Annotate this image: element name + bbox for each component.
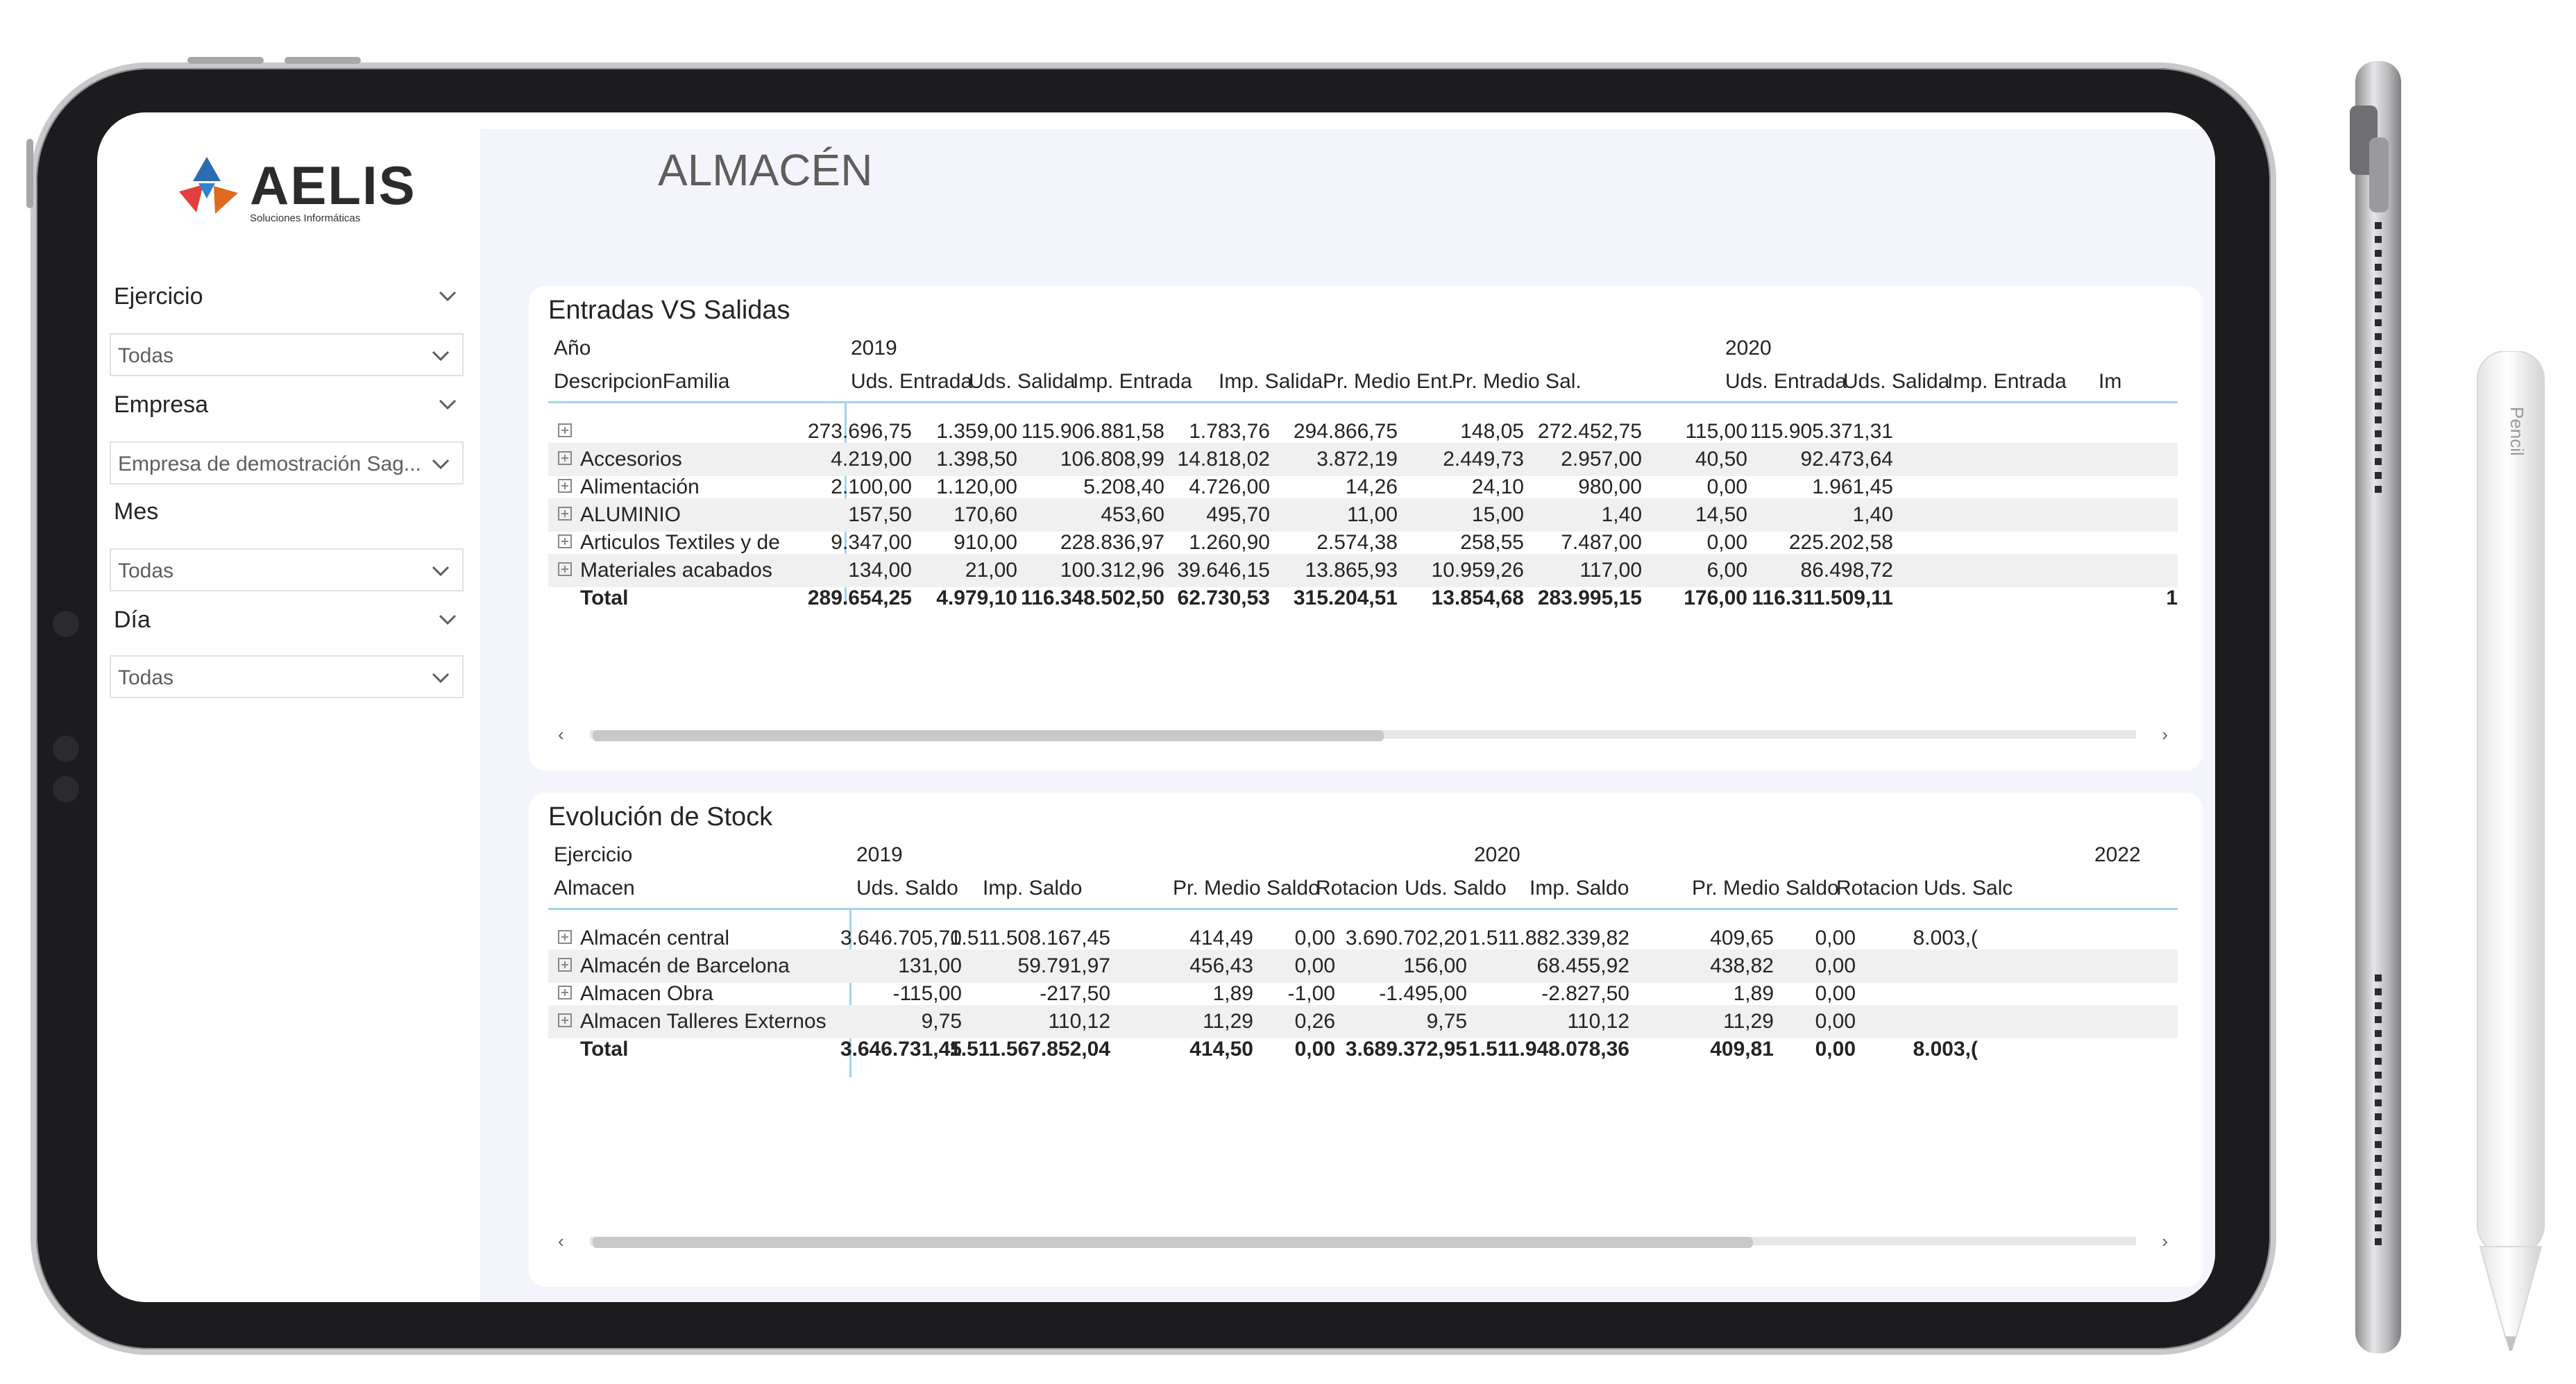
header-divider bbox=[548, 401, 2178, 403]
row-header-almacen: Almacen bbox=[554, 877, 635, 900]
year-header-2020[interactable]: 2020 bbox=[1474, 843, 1520, 866]
aelis-logo bbox=[172, 150, 416, 226]
tablet-side-profile bbox=[2355, 61, 2401, 1353]
table-cell: 106.808,99 bbox=[1060, 448, 1164, 471]
table-cell: 0,00 bbox=[1294, 954, 1335, 977]
row-label: Accesorios bbox=[580, 448, 682, 471]
year-header-2019[interactable]: 2019 bbox=[856, 843, 903, 866]
table-cell: 0,00 bbox=[1706, 531, 1747, 554]
table-cell: 3.646.731,45 bbox=[840, 1038, 962, 1061]
table-cell: 59.791,97 bbox=[1017, 954, 1110, 977]
chevron-down-icon[interactable] bbox=[436, 608, 459, 632]
table-cell: 148,05 bbox=[1460, 420, 1524, 443]
row-label: Materiales acabados bbox=[580, 559, 772, 582]
sensor-icon bbox=[53, 736, 79, 762]
table-cell: 86.498,72 bbox=[1800, 559, 1893, 582]
expand-plus-icon[interactable] bbox=[558, 930, 572, 944]
table-cell: 1.398,50 bbox=[936, 448, 1017, 471]
expand-plus-icon[interactable] bbox=[558, 507, 572, 521]
table-cell: 156,00 bbox=[1403, 954, 1467, 977]
expand-plus-icon[interactable] bbox=[558, 1013, 572, 1027]
table-cell: 409,81 bbox=[1710, 1038, 1774, 1061]
table-cell: 3.646.705,70 bbox=[840, 927, 962, 950]
table-cell: 1.260,90 bbox=[1189, 531, 1270, 554]
table-cell: 9,75 bbox=[921, 1010, 962, 1033]
entradas-salidas-matrix bbox=[548, 332, 2178, 693]
evolucion-stock-matrix bbox=[548, 838, 2178, 1199]
table-cell: 1.359,00 bbox=[936, 420, 1017, 443]
table-cell: 131,00 bbox=[898, 954, 962, 977]
table-cell: 176,00 bbox=[1684, 586, 1747, 609]
table-cell: 10.959,26 bbox=[1431, 559, 1524, 582]
table-cell: 11,29 bbox=[1723, 1010, 1774, 1033]
expand-plus-icon[interactable] bbox=[558, 479, 572, 493]
apple-pencil bbox=[2473, 351, 2548, 1352]
matrix-header-column-row bbox=[548, 872, 2178, 905]
table-cell: 14.818,02 bbox=[1177, 448, 1270, 471]
table-cell: 9,75 bbox=[1426, 1010, 1467, 1033]
slicer-empresa-dropdown[interactable] bbox=[110, 441, 464, 484]
table-cell: -1.495,00 bbox=[1379, 982, 1467, 1005]
table-cell: 11,00 bbox=[1347, 503, 1398, 526]
expand-plus-icon[interactable] bbox=[558, 451, 572, 465]
scroll-left-arrow[interactable]: ‹ bbox=[558, 1231, 564, 1251]
tablet-top-button bbox=[285, 57, 361, 64]
speaker-grille-icon bbox=[2375, 974, 2382, 1252]
table-cell: 283.995,15 bbox=[1537, 586, 1642, 609]
column-header[interactable]: Pr. Medio Saldo bbox=[1173, 877, 1320, 900]
row-header-family: DescripcionFamilia bbox=[554, 370, 730, 393]
evolucion-stock-title: Evolución de Stock bbox=[548, 802, 773, 832]
year-header-2019[interactable]: 2019 bbox=[851, 337, 897, 360]
table-cell: 273.696,75 bbox=[807, 420, 912, 443]
table-cell: 3.689.372,95 bbox=[1345, 1038, 1467, 1061]
column-header[interactable]: Uds. Entrada bbox=[1725, 370, 1847, 393]
table-cell: 1.511.508.167,45 bbox=[949, 927, 1110, 950]
table-cell: 115.906.881,58 bbox=[1021, 420, 1164, 443]
table-cell: 3.690.702,20 bbox=[1345, 927, 1467, 950]
chevron-down-icon[interactable] bbox=[436, 393, 459, 416]
table-cell: 4.219,00 bbox=[831, 448, 912, 471]
table-cell: 1.511.567.852,04 bbox=[949, 1038, 1110, 1061]
column-header[interactable]: Pr. Medio Ent. bbox=[1323, 370, 1454, 393]
table-cell: 115.905.371,31 bbox=[1749, 420, 1893, 443]
tablet-top-button bbox=[187, 57, 264, 64]
logo-subtitle: Soluciones Informáticas bbox=[250, 212, 361, 224]
table-cell: 157,50 bbox=[848, 503, 912, 526]
column-header[interactable]: Rotacion bbox=[1836, 877, 1919, 900]
column-header[interactable]: Imp. Saldo bbox=[983, 877, 1083, 900]
row-label: ALUMINIO bbox=[580, 503, 681, 526]
header-divider bbox=[548, 908, 2178, 910]
sensor-icon bbox=[53, 776, 79, 802]
table-cell: 24,10 bbox=[1471, 475, 1524, 498]
horizontal-scrollbar[interactable] bbox=[548, 726, 2178, 743]
table-cell: 910,00 bbox=[954, 531, 1017, 554]
table-cell: 110,12 bbox=[1567, 1010, 1629, 1033]
table-cell: 1.511.948.078,36 bbox=[1468, 1038, 1629, 1061]
table-cell: 1,40 bbox=[1601, 503, 1642, 526]
table-cell: 258,55 bbox=[1460, 531, 1524, 554]
table-cell: 414,49 bbox=[1189, 927, 1253, 950]
table-cell: 0,00 bbox=[1815, 927, 1856, 950]
table-cell: 315.204,51 bbox=[1293, 586, 1398, 609]
slicer-mes-value: Todas bbox=[118, 559, 174, 582]
table-cell: 170,60 bbox=[954, 503, 1017, 526]
table-cell: 495,70 bbox=[1206, 503, 1270, 526]
slicer-dia-value: Todas bbox=[118, 666, 174, 689]
expand-plus-icon[interactable] bbox=[558, 534, 572, 548]
slicer-dia-dropdown[interactable] bbox=[110, 655, 464, 698]
table-cell: 289.654,25 bbox=[807, 586, 912, 609]
table-cell: 980,00 bbox=[1578, 475, 1642, 498]
column-header[interactable]: Rotacion bbox=[1316, 877, 1398, 900]
camera-icon bbox=[53, 611, 79, 637]
table-cell: 1,89 bbox=[1212, 982, 1253, 1005]
table-cell: 9.347,00 bbox=[831, 531, 912, 554]
logo-text: AELIS bbox=[250, 155, 416, 216]
slicer-ejercicio-value: Todas bbox=[118, 344, 174, 367]
table-cell: 3.872,19 bbox=[1316, 448, 1398, 471]
aelis-logo-icon bbox=[172, 150, 242, 226]
column-header[interactable]: Imp. Entrada bbox=[1947, 370, 2067, 393]
entradas-salidas-card bbox=[529, 286, 2203, 770]
scroll-left-arrow[interactable]: ‹ bbox=[558, 724, 564, 745]
entradas-salidas-title: Entradas VS Salidas bbox=[548, 296, 790, 325]
row-label: Almacén central bbox=[580, 927, 730, 950]
expand-plus-icon[interactable] bbox=[558, 562, 572, 576]
year-header-2020[interactable]: 2020 bbox=[1725, 337, 1772, 360]
table-cell: 62.730,53 bbox=[1177, 586, 1270, 609]
chevron-down-icon bbox=[429, 344, 452, 368]
column-header[interactable]: Uds. Salc bbox=[1924, 877, 2013, 900]
row-label: Almacen Obra bbox=[580, 982, 713, 1005]
table-cell: 134,00 bbox=[848, 559, 912, 582]
chevron-down-icon bbox=[429, 666, 452, 690]
column-header[interactable]: Im bbox=[2099, 370, 2122, 393]
year-header-2022[interactable]: 2022 bbox=[2094, 843, 2141, 866]
table-cell: 40,50 bbox=[1695, 448, 1747, 471]
table-cell: 1,40 bbox=[1852, 503, 1893, 526]
table-cell: 0,26 bbox=[1294, 1010, 1335, 1033]
volume-button bbox=[2369, 137, 2389, 212]
table-cell: 2.449,73 bbox=[1443, 448, 1524, 471]
column-header[interactable]: Uds. Salida bbox=[969, 370, 1076, 393]
slicer-mes-label: Mes bbox=[114, 498, 159, 525]
matrix-header-column-row bbox=[548, 365, 2178, 398]
table-cell: -115,00 bbox=[892, 982, 962, 1005]
matrix-header-year-row bbox=[548, 332, 2178, 365]
column-header[interactable]: Pr. Medio Saldo bbox=[1692, 877, 1839, 900]
table-cell: 21,00 bbox=[965, 559, 1017, 582]
tablet-side-button bbox=[26, 139, 33, 208]
slicer-dia-label: Día bbox=[114, 607, 151, 633]
evolucion-stock-card bbox=[529, 793, 2203, 1287]
table-cell: 0,00 bbox=[1815, 982, 1856, 1005]
table-cell: 39.646,15 bbox=[1177, 559, 1270, 582]
column-header[interactable]: Pr. Medio Sal. bbox=[1452, 370, 1582, 393]
pencil-brand-text: Pencil bbox=[2507, 407, 2527, 456]
row-label: Alimentación bbox=[580, 475, 700, 498]
table-cell: 453,60 bbox=[1101, 503, 1164, 526]
slicer-mes-dropdown[interactable] bbox=[110, 548, 464, 591]
column-header[interactable]: Uds. Salida bbox=[1843, 370, 1950, 393]
row-header-ejercicio: Ejercicio bbox=[554, 843, 633, 866]
tablet-screen bbox=[97, 112, 2215, 1302]
table-cell: 0,00 bbox=[1294, 927, 1335, 950]
table-cell: 1 bbox=[2166, 586, 2178, 609]
table-cell: 0,00 bbox=[1815, 1038, 1856, 1061]
table-cell: -1,00 bbox=[1287, 982, 1335, 1005]
expand-plus-icon[interactable] bbox=[558, 423, 572, 437]
speaker-grille-icon bbox=[2375, 222, 2382, 500]
scroll-right-arrow[interactable]: › bbox=[2162, 1231, 2168, 1251]
horizontal-scrollbar[interactable] bbox=[548, 1233, 2178, 1249]
table-cell: 1.783,76 bbox=[1189, 420, 1270, 443]
table-cell: 4.979,10 bbox=[936, 586, 1017, 609]
report-canvas bbox=[480, 129, 2215, 1302]
table-cell: 1.961,45 bbox=[1812, 475, 1893, 498]
slicer-empresa-label: Empresa bbox=[114, 391, 209, 418]
column-header[interactable]: Uds. Entrada bbox=[851, 370, 973, 393]
table-cell: 2.574,38 bbox=[1316, 531, 1398, 554]
chevron-down-icon bbox=[429, 559, 452, 583]
table-cell: 0,00 bbox=[1706, 475, 1747, 498]
table-cell: 8.003,( bbox=[1913, 927, 1978, 950]
table-cell: 225.202,58 bbox=[1788, 531, 1893, 554]
chevron-down-icon bbox=[429, 453, 452, 476]
table-cell: 272.452,75 bbox=[1537, 420, 1642, 443]
table-cell: 2.957,00 bbox=[1561, 448, 1642, 471]
filter-sidebar bbox=[97, 112, 480, 1302]
column-header[interactable]: Uds. Saldo bbox=[1405, 877, 1507, 900]
chevron-down-icon[interactable] bbox=[436, 285, 459, 308]
table-cell: 115,00 bbox=[1685, 420, 1747, 443]
table-cell: 0,00 bbox=[1815, 1010, 1856, 1033]
total-row bbox=[548, 1033, 2178, 1066]
table-cell: 5.208,40 bbox=[1083, 475, 1164, 498]
table-cell: 68.455,92 bbox=[1536, 954, 1629, 977]
table-cell: 11,29 bbox=[1203, 1010, 1253, 1033]
table-cell: 4.726,00 bbox=[1189, 475, 1270, 498]
table-cell: 1.511.882.339,82 bbox=[1468, 927, 1629, 950]
table-cell: 100.312,96 bbox=[1060, 559, 1164, 582]
table-cell: 1,89 bbox=[1733, 982, 1774, 1005]
table-cell: 13.865,93 bbox=[1305, 559, 1398, 582]
expand-plus-icon[interactable] bbox=[558, 958, 572, 972]
row-header-year: Año bbox=[554, 337, 591, 360]
table-cell: 456,43 bbox=[1189, 954, 1253, 977]
table-cell: 117,00 bbox=[1579, 559, 1642, 582]
column-header[interactable]: Uds. Saldo bbox=[856, 877, 958, 900]
table-cell: 92.473,64 bbox=[1800, 448, 1893, 471]
table-cell: 0,00 bbox=[1294, 1038, 1335, 1061]
table-cell: 116.348.502,50 bbox=[1021, 586, 1164, 609]
table-cell: 13.854,68 bbox=[1431, 586, 1524, 609]
table-cell: -217,50 bbox=[1040, 982, 1110, 1005]
slicer-ejercicio-dropdown[interactable] bbox=[110, 333, 464, 376]
table-cell: 7.487,00 bbox=[1561, 531, 1642, 554]
table-cell: 14,50 bbox=[1695, 503, 1747, 526]
table-cell: 116.311.509,11 bbox=[1752, 586, 1893, 609]
table-cell: 14,26 bbox=[1345, 475, 1398, 498]
page-title: ALMACÉN bbox=[658, 145, 873, 195]
slicer-empresa-value: Empresa de demostración Sag... bbox=[118, 453, 421, 475]
row-label: Almacén de Barcelona bbox=[580, 954, 790, 977]
scroll-thumb[interactable] bbox=[593, 730, 1384, 741]
matrix-header-year-row bbox=[548, 838, 2178, 872]
slicer-ejercicio-label: Ejercicio bbox=[114, 283, 203, 310]
table-cell: 228.836,97 bbox=[1060, 531, 1164, 554]
row-label: Total bbox=[580, 1038, 629, 1061]
table-cell: 409,65 bbox=[1710, 927, 1774, 950]
scroll-thumb[interactable] bbox=[593, 1237, 1753, 1248]
table-cell: 1.120,00 bbox=[936, 475, 1017, 498]
table-cell: 2.100,00 bbox=[831, 475, 912, 498]
table-cell: 294.866,75 bbox=[1293, 420, 1398, 443]
table-cell: 414,50 bbox=[1189, 1038, 1253, 1061]
column-header[interactable]: Imp. Entrada bbox=[1073, 370, 1192, 393]
table-cell: 438,82 bbox=[1710, 954, 1774, 977]
row-label: Total bbox=[580, 586, 629, 609]
table-cell: 15,00 bbox=[1471, 503, 1524, 526]
table-cell: 8.003,( bbox=[1913, 1038, 1978, 1061]
table-cell: 110,12 bbox=[1048, 1010, 1110, 1033]
table-cell: 6,00 bbox=[1706, 559, 1747, 582]
table-cell: 0,00 bbox=[1815, 954, 1856, 977]
expand-plus-icon[interactable] bbox=[558, 986, 572, 999]
total-row bbox=[548, 582, 2178, 615]
column-header[interactable]: Imp. Salida bbox=[1219, 370, 1323, 393]
row-label: Articulos Textiles y de bbox=[580, 531, 780, 554]
row-label: Almacen Talleres Externos bbox=[580, 1010, 827, 1033]
table-cell: -2.827,50 bbox=[1541, 982, 1629, 1005]
scroll-right-arrow[interactable]: › bbox=[2162, 724, 2168, 745]
column-header[interactable]: Imp. Saldo bbox=[1530, 877, 1629, 900]
